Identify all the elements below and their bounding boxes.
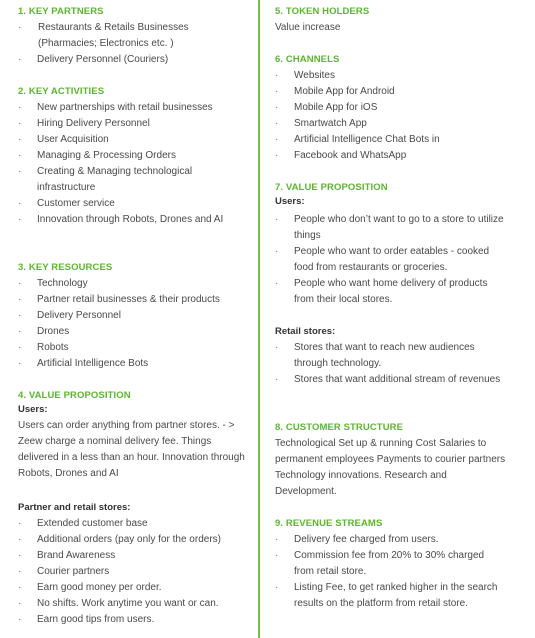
list-item: · Artificial Intelligence Chat Bots in	[275, 134, 440, 145]
section-key-partners-title: 1. KEY PARTNERS	[18, 6, 104, 17]
list-item: · Delivery Personnel	[18, 310, 121, 321]
list-item: · New partnerships with retail businesses	[18, 102, 213, 113]
list-item: · Delivery fee charged from users.	[275, 534, 439, 545]
users-label: Users:	[275, 196, 305, 207]
list-item: · Artificial Intelligence Bots	[18, 358, 149, 369]
list-item: · Courier partners	[18, 566, 110, 577]
list-item: · Creating & Managing technological infrastructure	[18, 166, 193, 193]
list-item: · Robots	[18, 342, 69, 353]
list-item: · Websites	[275, 70, 335, 81]
list-item: · Extended customer base	[18, 518, 148, 529]
list-item: · People who want to order eatables - cooked food from restaurants or groceries.	[275, 246, 490, 273]
list-item: · Mobile App for iOS	[275, 102, 378, 113]
partners-label: Partner and retail stores:	[18, 502, 131, 513]
list-item: · Customer service	[18, 198, 115, 209]
section-channels-title: 6. CHANNELS	[275, 54, 340, 65]
users-description: Users can order anything from partner stores. - > Zeew charge a nominal delivery fee. Things delivered in a less than an hour. Innovation through Robots, Drones and AI	[18, 420, 245, 479]
list-item: · Hiring Delivery Personnel	[18, 118, 150, 129]
list-item: · Facebook and WhatsApp	[275, 150, 407, 161]
customer-structure-text: Technological Set up & running Cost Salaries to permanent employees Payments to courier partners Technology innovations. Research and Development.	[275, 438, 506, 497]
list-item: · Earn good money per order.	[18, 582, 162, 593]
retail-stores-label: Retail stores:	[275, 326, 336, 337]
list-item: · Restaurants & Retails Businesses (Pharmacies; Electronics etc. )	[18, 22, 189, 49]
list-item: · Earn good tips from users.	[18, 614, 155, 625]
list-item: · Managing & Processing Orders	[18, 150, 176, 161]
list-item: · People who don’t want to go to a store to utilize things	[275, 214, 504, 241]
section-token-holders-title: 5. TOKEN HOLDERS	[275, 6, 370, 17]
list-item: · Stores that want additional stream of revenues	[275, 374, 501, 385]
section-key-activities-title: 2. KEY ACTIVITIES	[18, 86, 105, 97]
list-item: · Innovation through Robots, Drones and AI	[18, 214, 224, 225]
list-item: · Technology	[18, 278, 88, 289]
list-item: · No shifts. Work anytime you want or can.	[18, 598, 219, 609]
list-item: · Listing Fee, to get ranked higher in the search results on the platform from retail store.	[275, 582, 498, 609]
list-item: · Smartwatch App	[275, 118, 367, 129]
list-item: · People who want home delivery of products from their local stores.	[275, 278, 488, 305]
users-label: Users:	[18, 404, 48, 415]
list-item: · Partner retail businesses & their products	[18, 294, 220, 305]
section-value-proposition-title: 4. VALUE PROPOSITION	[18, 390, 131, 401]
list-item: · Mobile App for Android	[275, 86, 395, 97]
section-revenue-streams-title: 9. REVENUE STREAMS	[275, 518, 383, 529]
section-key-resources-title: 3. KEY RESOURCES	[18, 262, 113, 273]
list-item: · Drones	[18, 326, 70, 337]
section-customer-structure-title: 8. CUSTOMER STRUCTURE	[275, 422, 404, 433]
list-item: · Commission fee from 20% to 30% charged from retail store.	[275, 550, 485, 577]
list-item: · User Acquisition	[18, 134, 109, 145]
list-item: · Stores that want to reach new audiences through technology.	[275, 342, 475, 369]
section-value-proposition-users-title: 7. VALUE PROPOSITION	[275, 182, 388, 193]
list-item: · Brand Awareness	[18, 550, 116, 561]
column-divider	[258, 0, 260, 638]
list-item: · Additional orders (pay only for the orders)	[18, 534, 221, 545]
token-holders-text: Value increase	[275, 22, 341, 33]
list-item: · Delivery Personnel (Couriers)	[18, 54, 169, 65]
